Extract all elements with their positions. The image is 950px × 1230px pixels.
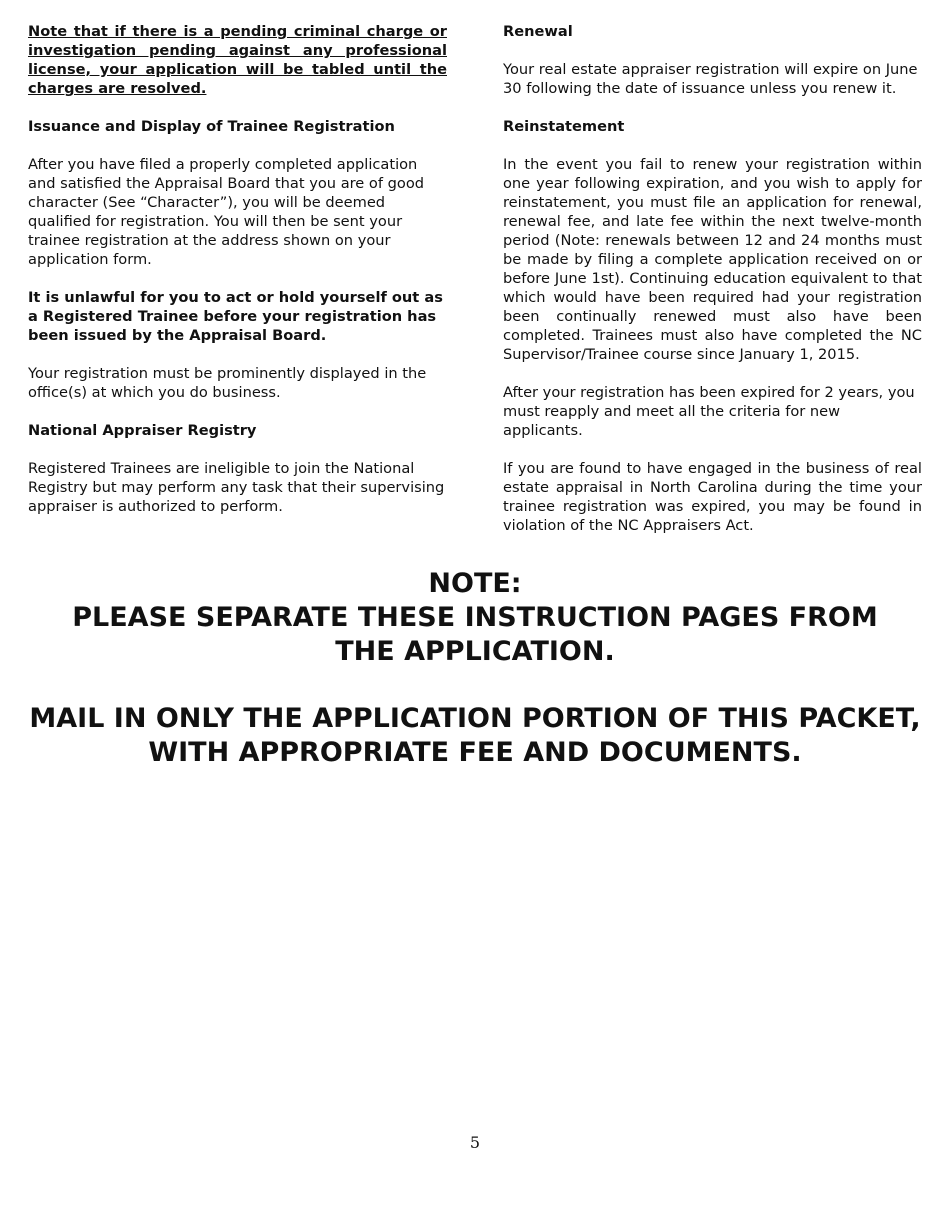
- separate-pages-line-1: PLEASE SEPARATE THESE INSTRUCTION PAGES FROM: [72, 602, 878, 633]
- renewal-paragraph: Your real estate appraiser registration will expire on June 30 following the date of issuance unless you renew it.: [503, 61, 918, 97]
- unlawful-warning: It is unlawful for you to act or hold yourself out as a Registered Trainee before your registration has been issued by the Appraisal Board.: [28, 289, 443, 344]
- reinstatement-heading: Reinstatement: [503, 118, 625, 135]
- left-column: [28, 22, 447, 535]
- expired-paragraph: After your registration has been expired for 2 years, you must reapply and meet all the criteria for new applicants.: [503, 384, 915, 439]
- display-paragraph: Your registration must be prominently displayed in the office(s) at which you do business.: [28, 365, 427, 401]
- renewal-heading: Renewal: [503, 23, 573, 40]
- mail-application-line-1: MAIL IN ONLY THE APPLICATION PORTION OF THIS PACKET,: [29, 703, 921, 734]
- mail-application-line-2: WITH APPROPRIATE FEE AND DOCUMENTS.: [148, 737, 802, 768]
- issuance-paragraph: After you have filed a properly completed application and satisfied the Appraisal Board that you are of good character (See “Character”), you will be deemed qualified for registration. You will then be sent your trainee registration at the address shown on your application form.: [28, 156, 425, 268]
- issuance-heading: Issuance and Display of Trainee Registration: [28, 118, 395, 135]
- right-column: [503, 22, 922, 554]
- page-number: 5: [469, 1133, 481, 1152]
- reinstatement-paragraph: In the event you fail to renew your registration within one year following expiration, and you wish to apply for reinstatement, you must file an application for renewal, renewal fee, and late fee within the next twelve-month period (Note: renewals between 12 and 24 months must be made by filing a complete application received on or before June 1st). Continuing education equivalent to that which would have been required had your registration been continually renewed must also have been completed. Trainees must also have completed the NC Supervisor/Trainee course since January 1, 2015.: [503, 156, 922, 363]
- separate-pages-line-2: THE APPLICATION.: [335, 636, 615, 667]
- pending-charge-warning: Note that if there is a pending criminal charge or investigation pending against any professional license, your application will be tabled until the charges are resolved.: [28, 23, 447, 97]
- violation-paragraph: If you are found to have engaged in the business of real estate appraisal in North Carolina during the time your trainee registration was expired, you may be found in violation of the NC Appraisers Act.: [503, 460, 922, 534]
- registry-heading: National Appraiser Registry: [28, 422, 257, 439]
- notice-title: NOTE:: [428, 568, 522, 599]
- separate-pages-notice: [0, 601, 950, 669]
- registry-paragraph: Registered Trainees are ineligible to join the National Registry but may perform any task that their supervising appraiser is authorized to perform.: [28, 460, 445, 515]
- mail-application-notice: [0, 702, 950, 770]
